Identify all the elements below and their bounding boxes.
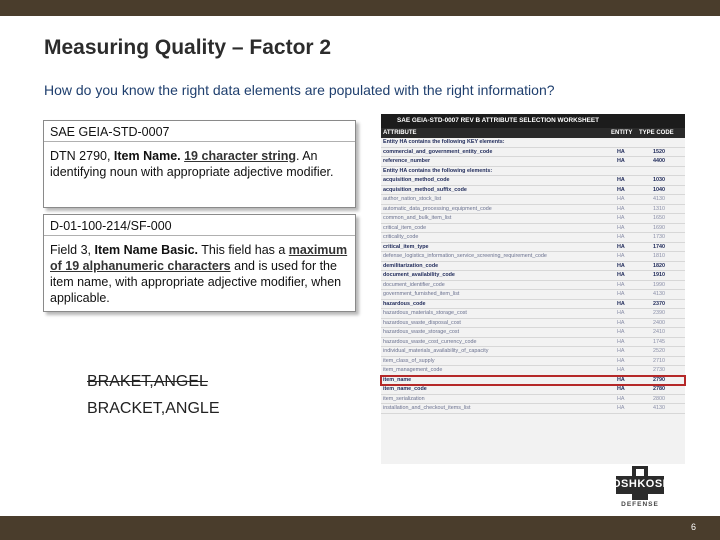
- table-row: [381, 357, 685, 367]
- slide-title: Measuring Quality – Factor 2: [44, 36, 332, 59]
- row-type-code: 2400: [653, 319, 665, 326]
- standard-box-sae: [43, 120, 356, 208]
- row-entity: HA: [617, 329, 625, 335]
- table-row: [381, 309, 685, 319]
- row-attribute: hazardous_waste_cost_currency_code: [383, 338, 477, 345]
- table-row: [381, 195, 685, 205]
- row-type-code: 2390: [653, 310, 665, 316]
- page-number: 6: [690, 522, 696, 532]
- row-type-code: 1690: [653, 224, 665, 231]
- row-attribute: item_management_code: [383, 367, 443, 373]
- row-entity: HA: [617, 291, 625, 297]
- box-term: Item Name Basic.: [94, 243, 198, 257]
- logo-sub: DEFENSE: [621, 501, 659, 508]
- row-attribute: criticality_code: [383, 234, 419, 240]
- row-type-code: 2710: [653, 357, 665, 364]
- worksheet-header: [381, 128, 685, 138]
- table-row: [381, 262, 685, 272]
- table-row: [381, 328, 685, 338]
- row-attribute: critical_item_code: [383, 224, 427, 231]
- table-row: [381, 404, 685, 414]
- incorrect-example: BRAKET,ANGEL: [87, 373, 208, 390]
- row-entity: HA: [617, 215, 625, 221]
- row-type-code: 2410: [653, 329, 665, 335]
- row-attribute: document_identifier_code: [383, 281, 445, 288]
- row-entity: HA: [617, 348, 625, 354]
- row-entity: HA: [617, 148, 625, 155]
- table-row: [381, 148, 685, 158]
- col-entity: ENTITY: [611, 130, 633, 136]
- top-bar: [0, 0, 720, 16]
- row-type-code: 1990: [653, 281, 665, 288]
- table-row: [381, 167, 685, 177]
- row-attribute: author_nation_stock_list: [383, 196, 442, 202]
- row-attribute: item_serialization: [383, 395, 425, 402]
- row-type-code: 1910: [653, 272, 665, 278]
- table-row: [381, 138, 685, 148]
- box-body: [50, 242, 348, 306]
- box-limit: maximum of 19 alphanumeric characters: [50, 243, 348, 273]
- table-row: [381, 233, 685, 243]
- row-attribute: acquisition_method_suffix_code: [383, 186, 467, 193]
- table-row: [381, 157, 685, 167]
- row-type-code: 1520: [653, 148, 665, 155]
- table-row: [381, 338, 685, 348]
- table-row: [381, 224, 685, 234]
- row-entity: HA: [617, 262, 625, 269]
- row-type-code: 1730: [653, 234, 665, 240]
- row-attribute: defense_logistics_information_service_screening_requirement_code: [383, 253, 547, 259]
- table-row: [381, 300, 685, 310]
- row-type-code: 1810: [653, 253, 665, 259]
- row-type-code: 4400: [653, 158, 665, 164]
- row-entity: HA: [617, 177, 625, 183]
- box-title: D-01-100-214/SF-000: [50, 219, 172, 233]
- table-row: [381, 290, 685, 300]
- table-row: [381, 366, 685, 376]
- row-type-code: 1030: [653, 177, 665, 183]
- box-text: Field 3,: [50, 243, 95, 257]
- row-entity: HA: [617, 300, 625, 307]
- logo-mark-icon: [612, 464, 672, 516]
- table-row: [381, 271, 685, 281]
- box-term: Item Name.: [113, 149, 181, 163]
- row-type-code: 4130: [653, 405, 665, 411]
- box-title: SAE GEIA-STD-0007: [50, 125, 170, 139]
- row-entity: HA: [617, 158, 625, 164]
- table-row: [381, 319, 685, 329]
- row-attribute: document_availability_code: [383, 272, 455, 278]
- row-entity: HA: [617, 367, 625, 373]
- row-attribute: reference_number: [383, 158, 431, 164]
- row-entity: HA: [617, 319, 625, 326]
- table-row: [381, 385, 685, 395]
- table-row: [381, 205, 685, 215]
- standard-box-d01: [43, 214, 356, 312]
- row-attribute: critical_item_type: [383, 243, 429, 250]
- row-type-code: 1650: [653, 215, 665, 221]
- row-type-code: 2520: [653, 348, 665, 354]
- row-attribute: hazardous_materials_storage_cost: [383, 310, 467, 316]
- row-type-code: 2790: [653, 376, 665, 383]
- row-entity: HA: [617, 243, 625, 250]
- table-row: [381, 347, 685, 357]
- row-entity: HA: [617, 205, 625, 212]
- row-entity: HA: [617, 234, 625, 240]
- row-entity: HA: [617, 196, 625, 202]
- row-attribute: acquisition_method_code: [383, 177, 450, 183]
- row-attribute: hazardous_code: [383, 300, 426, 307]
- row-type-code: 1740: [653, 243, 665, 250]
- box-body: [50, 148, 348, 180]
- row-type-code: 4130: [653, 196, 665, 202]
- table-row: [381, 252, 685, 262]
- table-row: [381, 186, 685, 196]
- table-row: [381, 214, 685, 224]
- row-attribute: government_furnished_item_list: [383, 291, 460, 297]
- col-attribute: ATTRIBUTE: [383, 130, 417, 136]
- row-type-code: 4130: [653, 291, 665, 297]
- row-type-code: 2800: [653, 395, 665, 402]
- row-entity: HA: [617, 224, 625, 231]
- row-entity: HA: [617, 281, 625, 288]
- row-attribute: hazardous_waste_disposal_cost: [383, 319, 461, 326]
- worksheet-rows: [381, 138, 685, 414]
- worksheet-title: SAE GEIA-STD-0007 REV B ATTRIBUTE SELECTION WORKSHEET: [381, 114, 685, 128]
- box-text: and is used for the item name, with appropriate adjective modifier, when applicable.: [50, 259, 342, 305]
- row-attribute: hazardous_waste_storage_cost: [383, 329, 460, 335]
- attribute-worksheet: [381, 114, 685, 464]
- box-divider: [44, 235, 355, 236]
- logo-name: OSHKOSH: [612, 478, 672, 490]
- row-entity: HA: [617, 253, 625, 259]
- row-entity: HA: [617, 395, 625, 402]
- row-attribute: automatic_data_processing_equipment_code: [383, 205, 492, 212]
- row-attribute: Entity HA contains the following KEY elements:: [383, 139, 505, 145]
- table-row: [381, 176, 685, 186]
- row-attribute: individual_materials_availability_of_capacity: [383, 348, 489, 354]
- row-attribute: item_name_code: [383, 386, 427, 392]
- table-row: [381, 243, 685, 253]
- table-row: [381, 281, 685, 291]
- box-divider: [44, 141, 355, 142]
- box-text: This field has a: [198, 243, 289, 257]
- oshkosh-logo: [612, 464, 672, 516]
- col-type-code: TYPE CODE: [639, 130, 674, 136]
- table-row: [381, 395, 685, 405]
- row-entity: HA: [617, 357, 625, 364]
- slide-subtitle: How do you know the right data elements are populated with the right information?: [44, 82, 555, 98]
- row-entity: HA: [617, 405, 625, 411]
- row-entity: HA: [617, 386, 625, 392]
- row-type-code: 2780: [653, 386, 665, 392]
- correct-example: BRACKET,ANGLE: [87, 400, 220, 417]
- row-type-code: 1820: [653, 262, 665, 269]
- row-type-code: 1040: [653, 186, 665, 193]
- row-type-code: 1745: [653, 338, 665, 345]
- row-attribute: commercial_and_government_entity_code: [383, 148, 493, 155]
- row-entity: HA: [617, 186, 625, 193]
- row-attribute: demilitarization_code: [383, 262, 439, 269]
- row-type-code: 1310: [653, 205, 665, 212]
- row-attribute: Entity HA contains the following elements:: [383, 167, 493, 174]
- table-row-highlighted: [381, 376, 685, 386]
- row-attribute: item_class_of_supply: [383, 357, 435, 364]
- row-type-code: 2730: [653, 367, 665, 373]
- row-entity: HA: [617, 272, 625, 278]
- box-limit: 19 character string: [184, 149, 296, 163]
- row-attribute: item_name: [383, 376, 412, 383]
- box-text: DTN 2790,: [50, 149, 114, 163]
- row-attribute: common_and_bulk_item_list: [383, 215, 452, 221]
- row-entity: HA: [617, 376, 625, 383]
- row-type-code: 2370: [653, 300, 665, 307]
- bottom-bar: [0, 516, 720, 540]
- row-entity: HA: [617, 310, 625, 316]
- row-attribute: installation_and_checkout_items_list: [383, 405, 471, 411]
- row-entity: HA: [617, 338, 625, 345]
- box-text: . An identifying noun with appropriate adjective modifier.: [50, 149, 334, 179]
